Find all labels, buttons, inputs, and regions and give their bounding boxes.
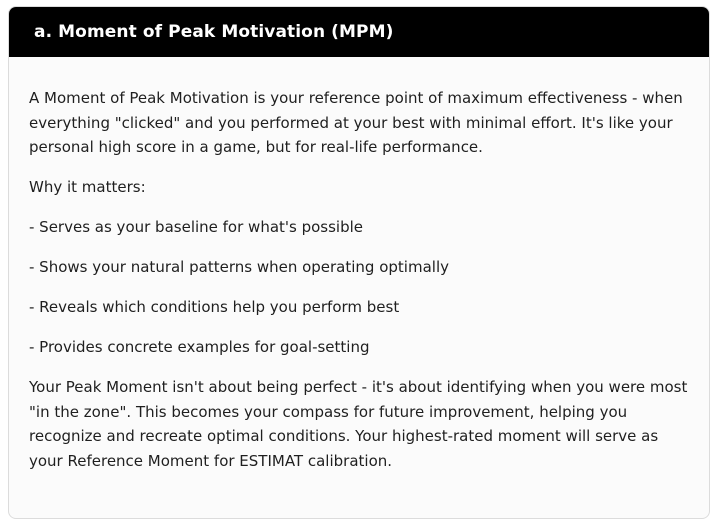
card-body: [9, 57, 709, 473]
intro-paragraph: A Moment of Peak Motivation is your reference point of maximum effectiveness - when everything "clicked" and you performed at your best with minimal effort. It's like your personal high score in a game, but for real-life performance.: [29, 89, 683, 156]
list-item: - Serves as your baseline for what's possible: [29, 218, 364, 236]
list-item: - Reveals which conditions help you perform best: [29, 298, 400, 316]
list-item: - Provides concrete examples for goal-setting: [29, 338, 370, 356]
why-heading: Why it matters:: [29, 178, 146, 196]
closing-paragraph: Your Peak Moment isn't about being perfect - it's about identifying when you were most "in the zone". This becomes your compass for future improvement, helping you recognize and recreate optimal conditions. Your highest-rated moment will serve as your Reference Moment for ESTIMAT calibration.: [29, 378, 688, 470]
card-header: [9, 7, 709, 57]
section-title: a. Moment of Peak Motivation (MPM): [34, 22, 394, 42]
mpm-card: [8, 6, 710, 519]
list-item: - Shows your natural patterns when operating optimally: [29, 258, 449, 276]
